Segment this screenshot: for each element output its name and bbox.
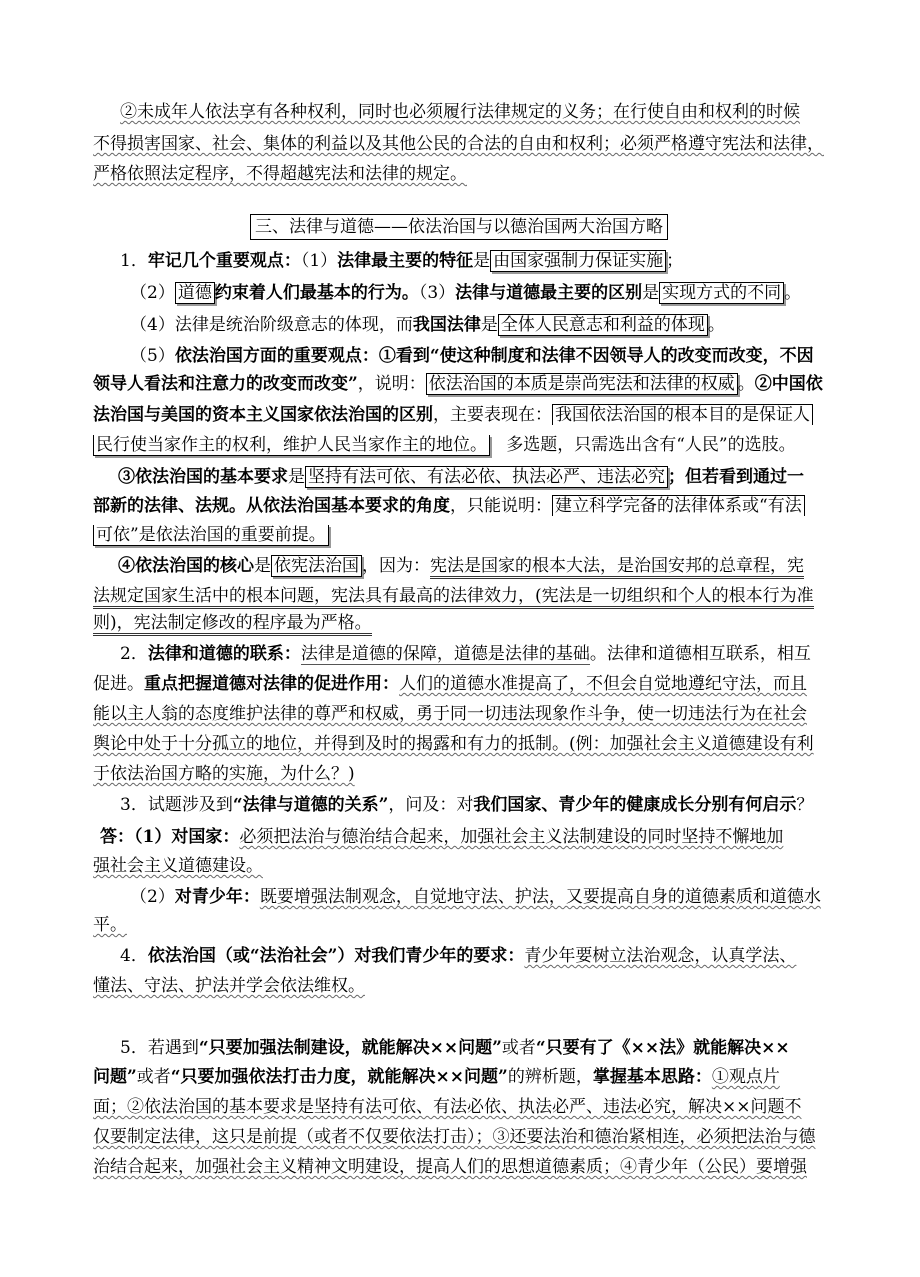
q5-approach-4: 治结合起来，加强社会主义精神文明建设，提高人们的思想道德素质；④青少年（公民）要增强	[93, 1157, 807, 1177]
q3-line-5	[93, 914, 127, 936]
basic-requirement-connector-2: ，只能说明：	[450, 496, 552, 516]
q5-or-2: 或者	[136, 1067, 171, 1087]
sub-5-connector: ，说明：	[357, 374, 426, 394]
q3-line-3	[93, 855, 263, 877]
point-7-line-2	[93, 585, 814, 607]
point-7-line-3	[93, 612, 372, 634]
sub-2-answer-box: 道德	[175, 282, 215, 304]
section-title: 三、法律与道德——依法治国与以德治国两大治国方略	[250, 214, 668, 240]
sub-5-second-connector: ，主要表现在：	[433, 405, 552, 425]
sub-5-quote-cont: 领导人看法和注意力的改变而改变”	[93, 374, 358, 394]
minors-text-3: 严格依照法定程序，不得超越宪法和法律的规定。	[93, 164, 467, 184]
q5-case-1: “只要加强法制建设，就能解决××问题”	[198, 1038, 502, 1058]
point-7-line-1	[118, 555, 804, 577]
point-5-line-2	[93, 373, 823, 395]
q2-text-2: 促进。	[93, 674, 144, 694]
point-5-line-1	[130, 345, 814, 367]
q3-answer-1-text-2: 强社会主义道德建设。	[93, 856, 263, 876]
sub-5-second-heading-cont: 法治国与美国的资本主义国家依法治国的区别	[93, 405, 433, 425]
sub-3-end: 。	[784, 283, 802, 303]
q3-answer-2-text: 既要增强法制观念，自觉地守法、护法，又要提高自身的道德素质和道德水	[259, 887, 821, 907]
q4-answer-2: 懂法、守法、护法并学会依法维权。	[93, 976, 365, 996]
minors-text-2: 不得损害国家、社会、集体的利益以及其他公民的合法的自由和权利；必须严格遵守宪法和法律，	[93, 134, 824, 154]
q5-approach-2: 面；②依法治国的基本要求是坚持有法可依、有法必依、执法必严、违法必究，解决××问题不	[93, 1097, 802, 1117]
sub-3-number: （3）	[418, 283, 456, 303]
sub-5-quote: ①看到“使这种制度和法律不因领导人的改变而改变，不因	[378, 346, 814, 366]
q5-line-2	[93, 1066, 780, 1088]
q2-focus-text: 人们的道德水准提高了，不但会自觉地遵纪守法，而且	[399, 674, 807, 694]
q5-line-1	[120, 1037, 790, 1059]
q2-answer: 法律是道德的保障，道德是法律的基础	[300, 644, 590, 664]
q3-question: 我们国家、青少年的健康成长分别有何启示	[473, 795, 797, 815]
point-2-3-line	[130, 282, 801, 304]
q4-number: 4．	[120, 946, 148, 966]
q5-case-2: “只要有了《××法》就能解决××	[535, 1038, 790, 1058]
q5-line-3	[93, 1096, 802, 1118]
sub-4-connector: 是	[480, 315, 498, 335]
q3-answer-1-heading: 答：（1）对国家：	[100, 827, 240, 847]
core-reason-2: 法规定国家生活中的根本问题，宪法具有最高的法律效力，(宪法是一切组织和个人的根本行为准	[93, 586, 814, 609]
sub-2-heading: 约束着人们最基本的行为。	[214, 283, 419, 303]
q3-end: ？	[796, 795, 814, 815]
sub-4-text: 法律是统治阶级意志的体现，而	[174, 315, 413, 335]
q2-focus-text-3: 舆论中处于十分孤立的地位，并得到及时的揭露和有力的抵制。(例：加强社会主义道德建设有利	[93, 734, 814, 754]
q3-answer-2-heading: 对青少年：	[174, 887, 260, 907]
point-6-line-2	[93, 495, 805, 517]
point-4-line	[130, 314, 725, 336]
point-5-line-3	[93, 404, 813, 426]
q2-line-5	[93, 763, 355, 785]
q5-line-5	[93, 1156, 807, 1178]
basic-requirement-note-cont: 部新的法律、法规。从依法治国基本要求的角度	[93, 496, 450, 516]
basic-requirement-note: ；但若看到通过一	[668, 467, 804, 487]
minors-text-1: ②未成年人依法享有各种权利，同时也必须履行法律规定的义务；在行使自由和权利的时候	[120, 102, 800, 122]
para-minors-line-3	[93, 163, 467, 185]
q5-question-type: 的辨析题，	[507, 1067, 593, 1087]
sub-5-second-heading: ②中国依	[754, 374, 823, 394]
q2-heading: 法律和道德的联系：	[147, 644, 301, 664]
q3-text: ，问及：对	[388, 795, 474, 815]
sub-5-second-answer-box-cont: 民行使当家作主的权利，维护人民当家作主的地位。	[93, 435, 490, 456]
q2-line-4	[93, 733, 814, 755]
legal-system-box: 建立科学完备的法律体系或“有法	[552, 495, 805, 516]
q3-line-1	[120, 794, 813, 816]
point-1-heading: 牢记几个重要观点：	[147, 251, 301, 271]
q4-answer: 青少年要树立法治观念，认真学法、	[524, 946, 797, 966]
q3-line-2	[100, 826, 783, 848]
sub-5-number: （5）	[130, 346, 175, 366]
q3-answer-1-text: 必须把法治与德治结合起来，加强社会主义法制建设的同时坚持不懈地加	[239, 827, 784, 847]
sub-4-answer-box: 全体人民意志和利益的体现	[498, 314, 708, 336]
q2-focus-text-4: 于依法治国方略的实施，为什么？)	[93, 764, 355, 784]
sub-1-answer-box: 由国家强制力保证实施	[490, 250, 666, 272]
basic-requirement-heading: ③依法治国的基本要求	[118, 467, 288, 487]
sub-4-number: （4）	[130, 315, 175, 335]
q2-line-2	[93, 673, 807, 695]
core-because: ，因为：	[362, 556, 430, 576]
sub-1-heading: 法律最主要的特征	[337, 251, 474, 271]
q2-focus-heading: 重点把握道德对法律的促进作用：	[144, 674, 399, 694]
q3-lead: 3．试题涉及到	[120, 795, 233, 815]
q5-or-1: 或者	[501, 1038, 536, 1058]
sub-3-answer-box: 实现方式的不同	[659, 282, 784, 304]
q3-answer-2-text-2: 平。	[93, 915, 127, 935]
q5-case-2-cont: 问题”	[93, 1067, 137, 1087]
sub-5-answer-box: 依法治国的本质是崇尚宪法和法律的权威	[426, 373, 738, 395]
q2-number: 2．	[120, 644, 148, 664]
q5-lead: 5．若遇到	[120, 1038, 199, 1058]
sub-1-end: ；	[666, 251, 684, 271]
q4-line-2	[93, 975, 365, 997]
q3-topic: “法律与道德的关系”	[232, 795, 389, 815]
q4-line-1	[120, 945, 796, 967]
q5-approach-1: ①观点片	[711, 1067, 780, 1087]
sub-4-heading: 我国法律	[412, 315, 481, 335]
sub-5-second-answer-box: 我国依法治国的根本目的是保证人	[552, 404, 813, 425]
para-minors-line-2	[93, 133, 824, 155]
q2-focus-text-2: 能以主人翁的态度维护法律的尊严和权威，勇于同一切违法现象作斗争，使一切违法行为在社会	[93, 704, 807, 724]
q2-text: 。法律和道德相互联系，相互	[589, 644, 811, 664]
legal-system-box-cont: 可依”是依法治国的重要前提。	[93, 525, 329, 546]
q3-line-4	[130, 886, 821, 908]
q5-approach-3: 仅要制定法律，这只是前提（或者不仅要依法打击）；③还要法治和德治紧相连，必须把法治与德	[93, 1127, 816, 1147]
sub-4-end: 。	[707, 315, 725, 335]
point-6-line-3	[93, 524, 329, 546]
sub-1-number: （1）	[300, 251, 338, 271]
point-1-line	[120, 250, 683, 272]
q2-line-3	[93, 703, 807, 725]
sub-1-connector: 是	[473, 251, 491, 271]
q2-line-1	[120, 643, 811, 665]
sub-3-heading: 法律与道德最主要的区别	[455, 283, 643, 303]
basic-requirement-connector: 是	[288, 467, 305, 487]
q5-case-3: “只要加强依法打击力度，就能解决××问题”	[170, 1067, 508, 1087]
para-minors-line-1	[120, 101, 800, 123]
core-connector: 是	[254, 556, 271, 576]
sub-5-heading: 依法治国方面的重要观点：	[174, 346, 379, 366]
q5-line-4	[93, 1126, 816, 1148]
core-reason-1: 宪法是国家的根本大法，是治国安邦的总章程，宪	[430, 556, 804, 579]
core-reason-3: 则)，宪法制定修改的程序最为严格。	[93, 613, 372, 636]
core-box: 依宪法治国	[271, 555, 362, 577]
sub-5-end: 。	[737, 374, 755, 394]
point-5-line-4	[93, 434, 796, 456]
q4-heading: 依法治国（或“法治社会”）对我们青少年的要求：	[147, 946, 525, 966]
core-heading: ④依法治国的核心	[118, 556, 254, 576]
point-6-line-1	[118, 466, 804, 488]
q5-approach-heading: 掌握基本思路：	[592, 1067, 712, 1087]
sub-5-tip: 多选题，只需选出含有“人民”的选肢。	[506, 435, 796, 455]
q3-answer-2-number: （2）	[130, 887, 175, 907]
point-1-number: 1．	[120, 251, 148, 271]
sub-3-connector: 是	[642, 283, 660, 303]
sub-2-number: （2）	[130, 283, 175, 303]
basic-requirement-box: 坚持有法可依、有法必依、执法必严、违法必究	[305, 466, 668, 488]
